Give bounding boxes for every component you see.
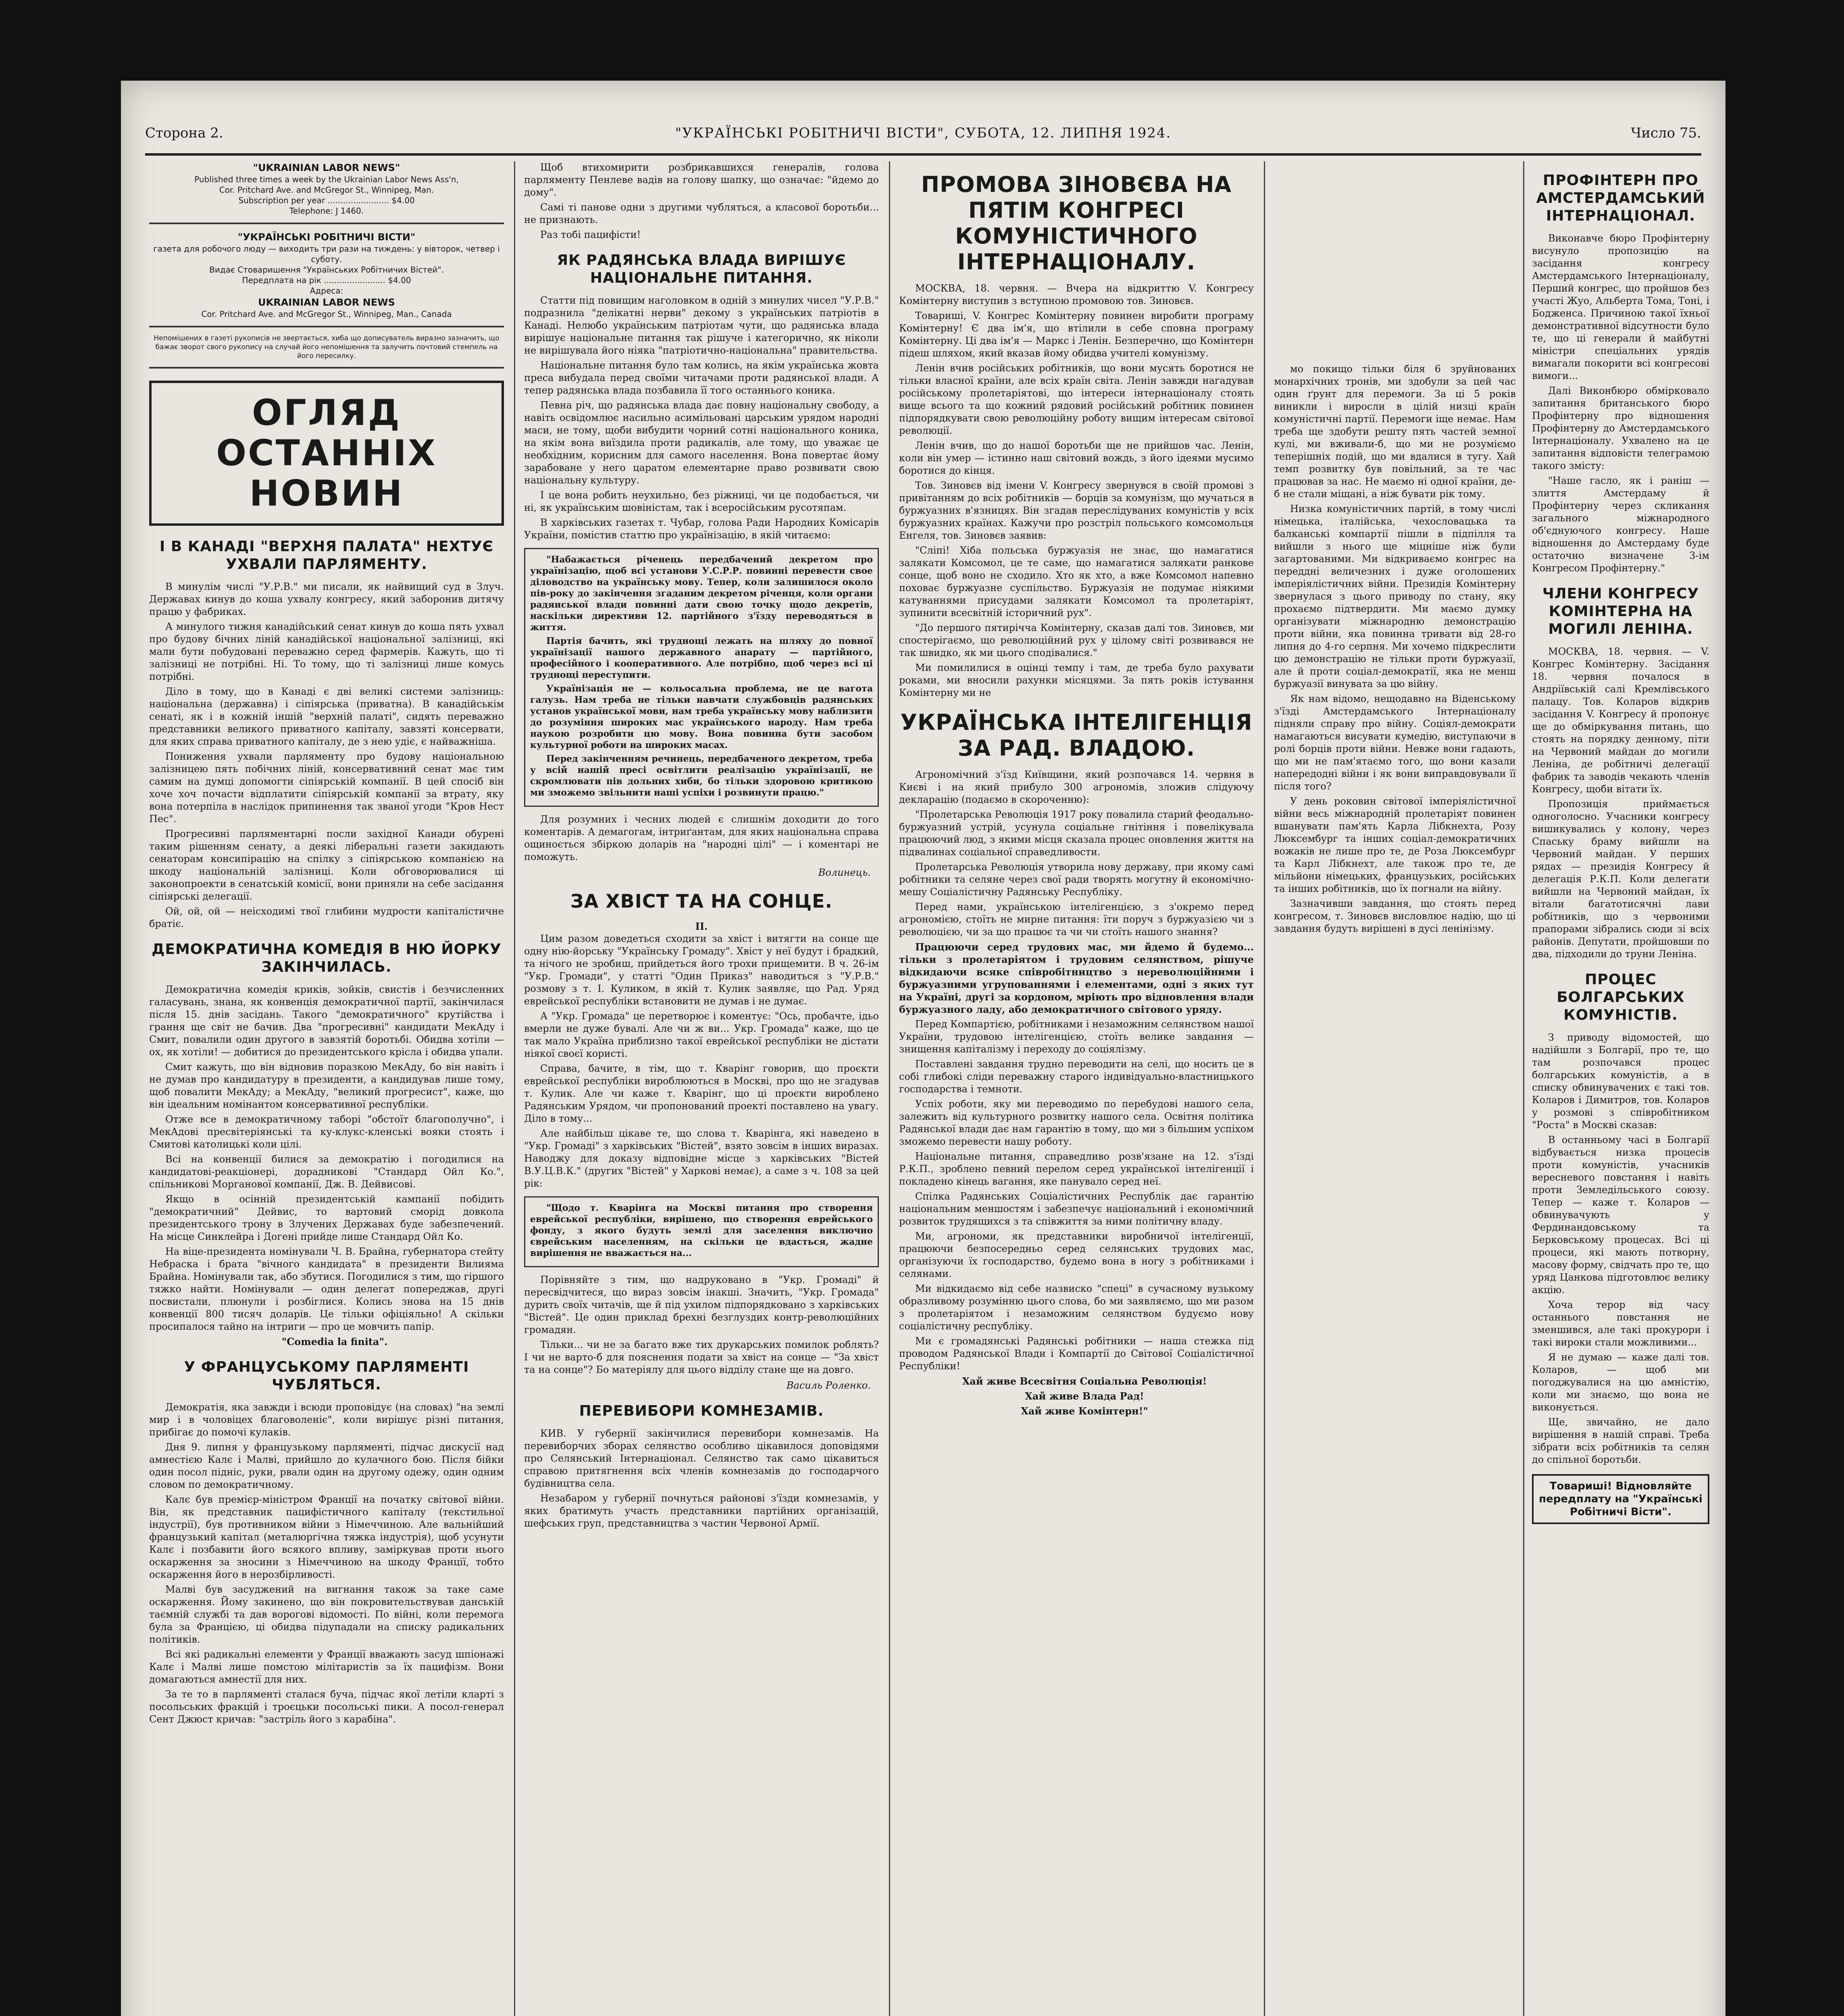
issue-number: Число 75. [1631, 125, 1701, 141]
paragraph: Тов. Зиновєв від імени V. Конгресу звернувся в своїй промові з привітанням до всіх робітників — борців за комунізм, що мучаться в буржуазних в'язницях. Він згадав переслідуваних комуністів у всіх буржуазних країнах. Кажучи про розстріл польського комсомольця Енгеля, тов. Зиновєв заявив: [899, 480, 1254, 541]
ukrainian-line-2: Видає Стоваришення "Українських Робітничих Вістей". [209, 265, 444, 275]
paragraph: "Наше гасло, як і раніш — злиття Амстердаму й Профінтерну через скликання загального міжнародного об'єднуючого конгресу. Наше відношення до Амстердаму буде остаточно визначене 3-ім Конгресом Профінтерну." [1532, 475, 1709, 574]
newspaper-dateline: "УКРАЇНСЬКІ РОБІТНИЧІ ВІСТИ", СУБОТА, 12. ЛИПНЯ 1924. [675, 125, 1172, 141]
paragraph: Національне питання, справедливо розв'язане на 12. з'їзді Р.К.П., зроблено певний перелом серед української інтелігенції і покладено кінець вагання, яке панувало серед неї. [899, 1151, 1254, 1187]
slogan: Хай живе Комінтерн!" [1021, 1405, 1148, 1417]
paragraph: Прогресивні парляментарні посли західної Канади обурені таким рішенням сенату, а деякі ліберальні газети закидають сенаторам консипірацію на спілку з сіпіярською компанією на шкоду національній залізниці. Коли обговорювалися ці законопроекти в сенатській комісії, вони приняли на себе засідання сіпіярські делегації. [149, 828, 504, 902]
paragraph: А "Укр. Громада" це перетворює і коментує: "Ось, пробачте, ідьо вмерли не дуже бувалі. Але чи ж ви... Укр. Громада" каже, що це так мало Україна приблизно такої еврейської республіки не дістати ніякої своєї користі. [524, 1010, 879, 1059]
column-1 [149, 161, 504, 2016]
paragraph: Щоб втихомирити розбрикавшихся генералів, голова парляменту Пенлеве вадів на голову шапку, що означає: "йдемо до дому". [524, 162, 879, 198]
slogan: Хай живе Влада Рад! [1025, 1390, 1144, 1402]
paragraph: Перед Компартією, робітниками і незаможним селянством нашої України, трудовою інтелігенцією, стоїть велике завдання — знищення капіталізму і переходу до соціялізму. [899, 1018, 1254, 1055]
paragraph: Калє був премієр-міністром Франції на початку світової війни. Він, як представник пацифістичного капіталу (текстильної індустрії), був противником війни з Німеччиною. Але вальнійший французький капітал (металюргічна тяжка індустрія), щоб усунути Калє і позбавити його всякого впливу, заміркував проти нього оскарження за зносини з Німеччиною на шкоду Франції, тобто оскарження його в нерозбірливості. [149, 1494, 504, 1580]
masthead [145, 121, 1701, 156]
paragraph: Тільки... чи не за багато вже тих друкарських помилок роблять? І чи не варто-б для пояснення подати за хвіст на сонце — "За хвіст та на сонце"? Бо матеріялу для цього відділу стане ще на довго. [524, 1339, 879, 1375]
english-subscription: Subscription per year ........................ $4.00 [238, 196, 415, 205]
column-5 [1532, 161, 1709, 2016]
column-4 [1274, 363, 1516, 2016]
paragraph: Пониження ухвали парляменту про будову національною залізницею пять побічних ліній, консервативний сенат має тим самим на думці допомогти сіпіярській компанії. В цей спосіб він хоче хоч почасти відплатити сіпіярській компанії за втрату, яку вона потерпіла в наслідок припинення так званої угоди "Кров Неcт Пес". [149, 751, 504, 825]
paragraph: Поставлені завдання трудно переводити на селі, що носить це в собі глибокі сліди переважну старого індивідуально-властницького господарства і темноти. [899, 1058, 1254, 1095]
ukrainian-title: "УКРАЇНСЬКІ РОБІТНИЧІ ВІСТИ" [237, 231, 416, 243]
author-signature: Василь Роленко. [786, 1380, 871, 1391]
quoted-excerpt [524, 1196, 879, 1267]
address-line-1: UKRAINIAN LABOR NEWS [258, 297, 395, 308]
paragraph: Порівняйте з тим, що надруковано в "Укр. Громаді" й пересвідчитеся, що вираз зовсім інакші. Значить, "Укр. Громада" дурить своїх читачів, ще й під ухилом підпорядковано з харківських "Вістей". Це один приклад брехні безглуздих контр-революційних громадян. [524, 1274, 879, 1335]
column-divider [514, 161, 515, 2016]
paragraph: Зазначивши завдання, що стоять перед конгресом, т. Зиновєв висловлює надію, що ці завдання будуть вирішені в дусі ленінізму. [1274, 898, 1516, 934]
paragraph: В минулім числі "У.Р.В." ми писали, як найвищий суд в Злуч. Державах кинув до коша ухвалу конгресу, який заборонив дитячу працю у фабриках. [149, 581, 504, 617]
column-divider [1264, 161, 1265, 2016]
article-heading: ПРОФІНТЕРН ПРО АМСТЕРДАМСЬКИЙ ІНТЕРНАЦІОНАЛ. [1536, 172, 1705, 224]
paragraph: Самі ті панове одни з другими чубляться, а класової боротьби... не признають. [524, 202, 879, 225]
publisher-info [149, 161, 504, 369]
paragraph: Низка комуністичних партій, в тому числі німецька, італійська, чехословацька та балканські компартії пішли в підпілля та вийшли з нього ще міцніше ніж були загартованими. Ми відкриваємо конгрес на переддні величезних і дуже оголошених імперіялістичних війни. Президія Комінтерну звернулася з цього приводу по стану, яку прохаємо підтвердити. Ми маємо думку організувати міжнародню демонстрацію проти війни, яка повинна тривати від 28-го липня до 4-го серпня. Ми хочемо підкреслити цю демонстрацію не тільки проти буржуазії, але й проти соціал-демократії, яка не менш буржуазії винувата за цю війну. [1274, 503, 1516, 689]
paragraph: Ленін вчив, що до нашої боротьби ще не прийшов час. Ленін, коли він умер — істинно наш світовий вождь, з його ідеями мусимо боротися до кінця. [899, 440, 1254, 476]
ukrainian-line-1: газета для робочого люду — виходить три рази на тиждень: у вівторок, четвер і суботу. [153, 244, 500, 264]
paragraph: МОСКВА, 18. червня. — Вчера на відкриттю V. Конгресу Комінтерну виступив з вступною промовою тов. Зиновєв. [899, 283, 1254, 306]
english-phone: Telephone: J 1460. [289, 206, 364, 216]
paragraph: Ми помилилися в оцінці темпу і там, де треба було рахувати роками, ми вносили рахунки місяцями. За пять років істування Комінтерну ми не [899, 662, 1254, 698]
paragraph: "До першого пятирічча Комінтерну, сказав далі тов. Зиновєв, ми спостерігаємо, що революційний рух у цілому світі розвивався не так швидко, як ми цього сподівалися." [899, 622, 1254, 658]
paragraph: І це вона робить неухильно, без ріжниці, чи це подобається, чи ні, як українським шовіністам, так і всеросійським русотяпам. [524, 489, 879, 513]
paragraph: Хоча терор від часу останнього повстання не зменшився, але такі прокурори і такі вироки стали можливими... [1532, 1299, 1709, 1348]
column-divider [889, 161, 890, 2016]
article-heading: ДЕМОКРАТИЧНА КОМЕДІЯ В НЮ ЙОРКУ ЗАКІНЧИЛАСЬ. [152, 941, 502, 975]
author-signature: Волинець. [818, 867, 871, 878]
paragraph: Незабаром у губернії почнуться районові з'їзди комнезамів, у яких братимуть участь представники партійних організацій, шефських груп, представництва з частин Червоної Армії. [524, 1493, 879, 1529]
paragraph: Ленін вчив російських робітників, що вони мусять боротися не тільки власної країни, але всіх країн світа. Ленін завжди нагадував російському пролетаріятові, що інтереси інтернаціоналу стоять вище всього та що кожний рядовий російський робітник повинен підпорядкувати свою революційну роботу вищим інтересам світової революції. [899, 362, 1254, 436]
paragraph: Перед нами, українською інтелігенцією, з з'окремо перед агрономією, стоїть не мирне питання: їти поруч з буржуазією чи з революцією, чи за що працює та чи чи стоїть нашого знання? [899, 901, 1254, 937]
paragraph: Певна річ, що радянська влада дає повну національну свободу, а навіть освідомлює насильно асимільовані царським урядом народні маси, не тому, щоби вибудити чорний сотні національного коника, на якім вона виїздила проти радикалів, але тому, що уважає це необхідним, корисним для самого населення. Вона повертає йому зарабоване у него царатом елементарне право розвивати свою національну культуру. [524, 400, 879, 486]
paragraph: Але найбільш цікаве те, що слова т. Кварінга, які наведено в "Укр. Громаді" з харківських "Вістей", взято зовсім в інших виразах. Наводжу для доказу відповідне місце з харківських "Вістей В.У.Ц.В.К." (других "Вістей" у Харкові немає), а саме з ч. 108 за цей рік: [524, 1128, 879, 1189]
column-divider [1523, 161, 1524, 2016]
divider [149, 223, 504, 224]
column-3 [899, 161, 1254, 2016]
ukrainian-subscription: Передплата на рік ........................ $4.00 [242, 275, 411, 285]
paragraph: А минулого тижня канадійський сенат кинув до коша пять ухвал про будову бічних ліній канадійської національної залізниці, які мали бути побудовані переважно серед фармерів. Кажуть, що ті залізниці не потрібні. Ні. То тому, що ті залізниці лише комусь потрібні. [149, 621, 504, 682]
paragraph: "Набажається річенець передбачений декретом про українізацію, щоб всі установи У.С.Р.Р. повинні перевести свое діловодство на українську мову. Тепер, коли залишилося около пів-року до закінчення згаданим декретом річенця, коли органи радянської влади повинні дати свою точку щодо декретів, наскільки директиви 12. партійного з'їзду переводяться в життя. [530, 554, 873, 633]
paragraph: "Щодо т. Кварінга на Москві питання про створення еврейської республіки, вирішено, що створення еврейського фонду, з якого будуть землі для заселення виключно єврейським населенням, на скільки це вдасться, жадне вирішення не вважається на... [530, 1203, 873, 1258]
paragraph: Статти під повищим наголовком в одній з минулих чисел "У.Р.В." подразнила "делікатні нерви" декому з українських патріотів в Канаді. Нелюбо українським патріотам чути, що радянська влада вирішує національне питання так рішуче і категорично, як ніколи не вирішувала його ніяка "патріотично-національна" правительства. [524, 295, 879, 356]
article-heading: ЯК РАДЯНСЬКА ВЛАДА ВИРІШУЄ НАЦІОНАЛЬНЕ ПИТАННЯ. [557, 252, 846, 286]
article-heading: ПЕРЕВИБОРИ КОМНЕЗАМІВ. [579, 1403, 824, 1419]
english-title: "UKRAINIAN LABOR NEWS" [253, 162, 400, 173]
paragraph: У день роковин світової імперіялістичної війни весь міжнародній пролетаріят повинен вшанувати пам'ять Карла Лібкнехта, Розу Люксембург та інших соціал-демократичних вожаків не лише про те, де Роза Люксембург та Карл Лібкнехт, але також про те, де мільйони німецьких, французьких, російських та інших робітників, що їх погнали на війну. [1274, 796, 1516, 894]
article-heading: ЧЛЕНИ КОНГРЕСУ КОМІНТЕРНА НА МОГИЛІ ЛЕНІНА. [1542, 585, 1699, 637]
paragraph: Успіх роботи, яку ми переводимо по перебудові нашого села, залежить від культурного розвитку нашого села. Освітня політика Радянської влади дає нам гарантію в тому, що ми з більшим успіхом зможемо перевести нашу роботу. [899, 1098, 1254, 1147]
paragraph: Працюючи серед трудових мас, ми йдемо й будемо... тільки з пролетаріятом і трудовим селянством, рішуче відкидаючи всяке співробітництво з нереволюційними і буржуазними угрупованнями і елементами, одні з яких тут на Україні, другі за кордоном, мріють про відновлення влади буржуазного ладу, або демократичного світового уряду. [899, 941, 1254, 1015]
english-line-2: Cor. Pritchard Ave. and McGregor St., Winnipeg, Man. [219, 185, 434, 195]
paragraph: Цим разом доведеться сходити за хвіст і витягти на сонце ще одну нію-йорську "Українську Громаду". Хвіст у неї будут і брадкий, та нічого не зробиш, прийдеться його трохи прищемити. В ч. 26-ім "Укр. Громади", у статті "Один Приказ" наводиться з "У.Р.В." розмову з т. І. Куликом, в якій т. Кулик заявляє, що Рад. Уряд еврейської республіки встановити не думав і не думає. [524, 933, 879, 1007]
paragraph: Як нам відомо, нещодавно на Віденському з'їзді Амстердамського Інтернаціоналу підняли справу про війну. Соціял-демократи намагаються висувати кумедію, виступаючи в ролі борців проти війни. Невже вони гадають, що ми не пам'ятаємо того, що вони казали напередодні війни і як вони виправдовували її після того? [1274, 693, 1516, 792]
editorial-note: Непомішених в газеті рукописів не звертається, хиба що дописуватель виразно зазначить, що бажає зворот свого рукопису на случай його непомішення та залучить почтовий стемпель на його пересилку. [154, 334, 500, 360]
paragraph: Спілка Радянських Соціалістичних Республік дає гарантію національним меншостям і забезпечує національний і економічний розвиток трудящихся з та співжиття за ними політичну владу. [899, 1191, 1254, 1227]
paragraph: Я не думаю — каже далі тов. Коларов, — щоб ми погоджувалися на цю амністію, коли ми знаємо, що вона не виконується. [1532, 1352, 1709, 1413]
paragraph: Ми, агрономи, як представники виробничої інтелігенції, працюючи безпосередньо серед селянських трудових мас, організуючи їх господарство, будемо вона в ногу з робітниками і селянами. [899, 1231, 1254, 1279]
paragraph: Далі Виконбюро обмірковало запитання британського бюро Профінтерну про відношення Профінтерну до Амстердамського Інтернаціоналу. Ухвалено на це запитання відповісти телеграмою такого змісту: [1532, 385, 1709, 471]
article-heading: У ФРАНЦУСЬКОМУ ПАРЛЯМЕНТІ ЧУБЛЯТЬСЯ. [184, 1359, 469, 1393]
paragraph: мо покищо тільки біля 6 зруйнованих монархічних тронів, ми здобули за цей час один ґрунт для перемоги. За ці 5 років виникли і виросли в цілій низці країн комуністичні партії. Перемоги іще немає. Нам треба ще здобути решту пять частей земної кулі, ми вживали-б, що ми не розуміємо теперішніх подій, що ми вдалися в тугу. Хай темп розвитку був повільний, за те час працював за нас. Не маємо ні одної країни, де-б не стали міщані, а ніж бувати рік тому. [1274, 363, 1516, 500]
page-number: Сторона 2. [145, 125, 223, 141]
address-line-2: Cor. Pritchard Ave. and McGregor St., Winnipeg, Man., Canada [201, 309, 452, 319]
paragraph: За те то в парляменті сталася буча, підчас якої летіли кларті з посольських фракцій і троєцьки посольські пики. А посол-генерал Сент Джюст кричав: "застріль його з карабіна". [149, 1689, 504, 1725]
paragraph: Товариші, V. Конгрес Комінтерну повинен виробити програму Комінтерну! Є два ім'я, що втілили в себе сповна програму Комінтерну. Ці два ім'я — Маркс і Ленін. Безперечно, що Комінтерн підеш шляхом, який вказав йому обидва учителі комунізму. [899, 310, 1254, 359]
paragraph: Демократія, яка завжди і всюди проповідує (на словах) "на землі мир і в чоловіцех благоволеніє", коли вирішує різні питання, прибігає до помочі кулаків. [149, 1402, 504, 1438]
slogan: Хай живе Всесвітня Соціальна Революція! [962, 1375, 1207, 1387]
article-heading: УКРАЇНСЬКА ІНТЕЛІГЕНЦІЯ ЗА РАД. ВЛАДОЮ. [900, 710, 1253, 761]
paragraph: В харківських газетах т. Чубар, голова Ради Народних Комісарів України, помістив статтю про українізацію, в якій читаємо: [524, 517, 879, 541]
paragraph: "Comedia la finita". [281, 1336, 388, 1347]
paragraph: Малві був засуджений на вигнання також за таке саме оскарження. Йому закинено, що він покровительствував данській таємній службі та дав ворогові відомості. По війні, коли перемога була за Францією, ці обидва підупадали на списку радикальних політиків. [149, 1584, 504, 1645]
article-heading: ПРОЦЕС БОЛГАРСЬКИХ КОМУНІСТІВ. [1557, 971, 1685, 1023]
paragraph: "Пролетарська Революція 1917 року повалила старий феодально-буржуазний устрій, усунула соціальне гнітіння і повелікувала працюючий люд, з якими місця сказала процес оновлення життя на підвалинах соціальної справедливости. [899, 809, 1254, 858]
paragraph: Смит кажуть, що він відновив поразкою МекАду, бо він навіть і не думав про кандидатуру в президенти, а кандидував лише тому, щоб повалити МекАду; а МекАду, "великий прогресист", каже, що він ідеальним номінантом консервативної республіки. [149, 1061, 504, 1110]
paragraph: Ой, ой, ой — неісходимі твої глибини мудрости капіталістичне братіє. [149, 906, 504, 929]
paragraph: Національне питання було там колись, на якім українська жовта преса вибудала перед своїми читачами проти радянської влади. А тепер радянська влада позбавила її того останнього коника. [524, 360, 879, 396]
paragraph: Дня 9. липня у французькому парляменті, підчас дискусії над амнестією Калє і Малві, прийшло до кулачного бою. Після бійки один посол підніс, руки, рвали один на другому одежу, один одним словом по демократичному. [149, 1441, 504, 1490]
paragraph: На віце-президента номінували Ч. В. Брайна, губернатора стейту Небраска і брата "вічного кандидата" в президенти Вилияма Брайна. Номінували так, або збутися. Погодилися з тим, що гіршого тяжко найти. Номінували — один делегат попереджав, другі посвистали, плюнули і розбіглися. Колись знова на 15 днів конвенції 800 тисяч доларів. Це тільки офіціяльно! А скільки просипалося тайно на інтриги — про це мовчить папір. [149, 1246, 504, 1332]
paragraph: Отже все в демократичному таборі "обстоїт благополучно", і МекАдові пресвітеріянські та ку-клукс-кленські вояки стоять і Смитові католицькі коли цілі. [149, 1114, 504, 1150]
paragraph: Всі які радикальні елементи у Франції вважають засуд шпіонажі Калє і Малві лише помстою мілітаристів за їх пацифізм. Вони домагаються амнестії для них. [149, 1649, 504, 1685]
article-heading: ЗА ХВІСТ ТА НА СОНЦЕ. [570, 890, 833, 912]
paragraph: Ми відкидаємо від себе назвиско "спеці" в сучасному вузькому образливому розумінню цього слова, бо ми заявляємо, що ми разом з пролетаріятом і незаможним селянством будуємо нову соціалістичну республіку. [899, 1283, 1254, 1332]
divider [149, 367, 504, 369]
paragraph: Діло в тому, що в Канаді є дві великі системи залізниць: національна (державна) і сіпіярська (приватна). В канадійськім сенаті, як і в кожній іншій "верхній палаті", сидять переважно представники великого приватного капіталу, завзяті консервати, для яких справа приватного капіталу, де з нею удіє, є найважніша. [149, 686, 504, 747]
paragraph: Раз тобі пацифісти! [540, 229, 641, 240]
paragraph: Демократична комедія криків, зойків, свистів і безчисленних галасувань, знана, як конвенція демократичної партії, закінчилася після 15. днів засідань. Такого "демократичного" крутійства і грання ще світ не бачив. Два "прогресивні" кандидати МекАду і Смит, повалили один другого в завзятій боротьбі. Обидва хотіли — ох, як хотіли! — добитися до президентського крісла і обидва упали. [149, 984, 504, 1058]
quoted-decree [524, 548, 879, 807]
paragraph: Справа, бачите, в тім, що т. Кварінг говорив, що проєкти еврейської республіки вироблюються в Москві, про що не згадував т. Кулик. Але чи каже т. Кварінг, що ці проєкти вироблено Радянським Урядом, чи пропонований проекті поставлено на увагу. Діло в тому... [524, 1063, 879, 1124]
newspaper-page [121, 81, 1725, 2016]
paragraph: В останньому часі в Болгарії відбувається низка процесів проти комуністів, учасників вересневого повстання і навіть проти Земледільського союзу. Тепер — каже т. Коларов — обвинувачують у Фердинандовському та Берковському процесах. Всі ці процеси, які мають потворну, масову форму, свідчать про те, що уряд Цанкова підготовлює велику акцію. [1532, 1134, 1709, 1295]
paragraph: Перед закінченням речинець, передбаченого декретом, треба у всій нашій пресі освітлити реалізацію українізації, не скромлювати пів дольних хиби, бо тільки здоровою критикою ми зможемо звільнити наші успіхи і розвинути працю." [530, 754, 873, 798]
english-line-1: Published three times a week by the Ukrainian Labor News Ass'n, [194, 175, 459, 184]
paragraph: "Сліпі! Хіба польська буржуазія не знає, що намагатися залякати Комсомол, це те саме, що намагатися залякати ранкове сонце, щоб воно не сходило. Хто як хто, а вже Комсомол напевно поховає буржуазне суспільство. Буржуазія не подумає ніякими катуваннями присудами залякати Комсомол та пролетаріят, зупинити всесвітній історичний рух". [899, 545, 1254, 619]
paragraph: Пропозиція приймається одноголосно. Учасники конгресу вишикувались у колону, через Спаську браму вийшли на Червоний майдан. У перших рядах — президія Конгресу й делегація Р.К.П. Коли делегати вийшли на Червоний майдан, їх вітали багатотисячні лави робітників, що з червоними прапорами зібрались сюди зі всіх районів. Депутати, пройшовши по два, підходили до труни Леніна. [1532, 798, 1709, 960]
paragraph: Виконавче бюро Профінтерну висунуло пропозицію на засідання конгресу Амстердамського Інтернаціоналу, Перший конгрес, що пройшов без участі Жуо, Альберта Тома, Тоні, і Бодженса. Причиною такої їхньої демонстративної відсутности було те, що ці генерали й майбутні міністри спеціальних урядів вимагали покорити всі конгресові вимоги... [1532, 233, 1709, 381]
paragraph: Партія бачить, які труднощі лежать на шляху до повної українізації нашого державного апарату — партійного, професійного і кооперативного. Але потрібно, щоб через всі ці труднощі переступити. [530, 636, 873, 680]
paragraph: Українізація не — кольосальна проблема, не це вагота галузь. Нам треба не тільки навчати службовців радянських установ української мови, нам треба українську мову наблизити до розуміння широких мас українського народу. Нам треба наукою розробити цю мову. Вона повинна бути засобом культурної роботи на широких масах. [530, 683, 873, 750]
divider [149, 326, 504, 327]
subscription-appeal: Товариші! Відновляйте передплату на "Українські Робітничі Вісти". [1532, 1474, 1709, 1524]
paragraph: Всі на конвенції билися за демократію і погодилися на кандидатові-реакціонері, дорадникові "Стандард Ойл Ко.", спільникові Морганової компанії, Дж. В. Дейвисові. [149, 1154, 504, 1190]
paragraph: Якщо в осінній президентській кампанії побідить "демократичний" Дейвис, то вартовий сморід довкола президентського трону в Злучених Державах буде забезпечений. На місце Синклейра і Догені прийде лише Стандард Ойл Ко. [149, 1193, 504, 1242]
paragraph: Агрономічний з'їзд Київщини, який розпочався 14. червня в Києві і на який прибуло 300 агрономів, зложив слідуючу декларацію (подаємо в скороченню): [899, 769, 1254, 805]
paragraph: Для розумних і чесних людей є слишнім доходити до того коментарів. А демагогам, інтриґантам, для яких національна справа ощиноється збіркою доларів на "народні цілі" — і коментарі не поможуть. [524, 814, 879, 862]
paragraph: Ще, звичайно, не дало вирішення в нашій справі. Треба зібрати всіх робітників та селян до спільної боротьби. [1532, 1416, 1709, 1465]
article-heading: І В КАНАДІ "ВЕРХНЯ ПАЛАТА" НЕХТУЄ УХВАЛИ ПАРЛЯМЕНТУ. [159, 538, 494, 573]
paragraph: З приводу відомостей, що надійшли з Болгарії, про те, що там розпочався процес болгарських комуністів, а в списку обвинувачених є такі тов. Коларов і Димитров, тов. Коларов у розмові з співробітником "Роста" в Москві сказав: [1532, 1032, 1709, 1131]
section-number: II. [695, 921, 708, 932]
column-2 [524, 161, 879, 2016]
paragraph: КИВ. У губернії закінчилися перевибори комнезамів. На перевиборчих зборах селянство особливо цікавилося доповідями про Селянський Інтернаціонал. Селянство так само цікавиться справою притягнення всіх членів комнезамів до господарчого будівництва села. [524, 1428, 879, 1489]
paragraph: Пролетарська Революція утворила нову державу, при якому самі робітники та селяне через свої ради творять могутну й економічно-мешу Соціалістичну Радянську Республіку. [899, 861, 1254, 898]
paragraph: МОСКВА, 18. червня. — V. Конгрес Комінтерну. Засідання 18. червня почалося в Андріївській салі Кремлівського палацу. Тов. Коларов відкрив засідання V. Конгресу й пропонує ще до обміркування питань, що стоять на порядку денному, піти на Червоний майдан до могили Леніна, де робітничі делегації фабрик та заводів чекають членів Конгресу, щоби вітати їх. [1532, 646, 1709, 795]
paragraph: Ми є громадянські Радянські робітники — наша стежка під проводом Радянської Влади і Компартії до Світової Соціалістичної Республіки! [899, 1335, 1254, 1372]
news-review-banner: ОГЛЯД ОСТАННІХ НОВИН [149, 381, 504, 526]
address-label: Адреса: [310, 286, 343, 296]
article-heading: ПРОМОВА ЗІНОВЄВА НА ПЯТІМ КОНГРЕСІ КОМУНІСТИЧНОГО ІНТЕРНАЦІОНАЛУ. [921, 172, 1232, 275]
